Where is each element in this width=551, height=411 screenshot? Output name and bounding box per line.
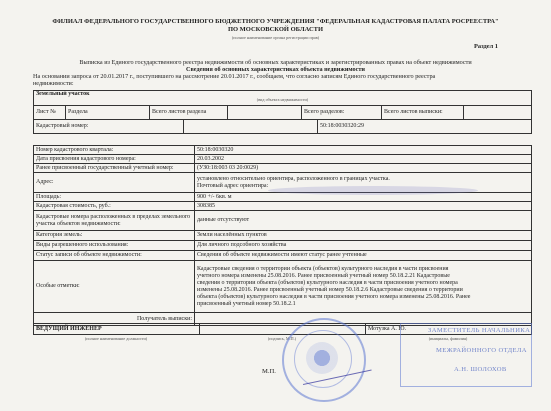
stamp-place-label: М.П. — [262, 368, 276, 375]
sheets-in-section-label: Всего листов раздела — [150, 106, 228, 120]
table-row — [34, 251, 532, 261]
row-value: Сведения об объекте недвижимости имеют статус ранее учтенные — [195, 251, 532, 261]
row-label: Кадастровая стоимость, руб.: — [34, 202, 195, 211]
cadastral-number-label: Кадастровый номер: — [34, 120, 184, 134]
row-value: 20.03.2002 — [195, 155, 532, 164]
table-row — [34, 211, 532, 231]
blank-cell — [184, 120, 318, 134]
row-label: Получатель выписки: — [34, 313, 195, 326]
special-note-line: Кадастровые сведения о территории объекта (объектов) культурного наследия в части присвоения — [197, 265, 449, 272]
name-note: (инициалы, фамилия) — [428, 336, 468, 341]
stamp-line: МЕЖРАЙОННОГО ОТДЕЛА — [436, 347, 527, 354]
row-label: Кадастровые номера расположенных в пределах земельного участка объектов недвижимости: — [34, 211, 195, 231]
position-note: (полное наименование должности) — [84, 336, 148, 341]
row-label: Особые отметки: — [34, 261, 195, 313]
address-value: установлено относительно ориентира, расположенного в границах участка. — [197, 175, 390, 182]
extract-title: Выписка из Единого государственного реестра недвижимости об основных характеристиках и зарегистрированных правах на объект недвижимости — [79, 59, 472, 66]
section-number: Раздел 1 — [474, 43, 498, 50]
row-label: Площадь: — [34, 193, 195, 202]
table-row — [34, 231, 532, 241]
special-note-line: объекта (объектов) культурного наследия в части присвоения учетного номера изменены 25.08.2016. Ранее — [197, 293, 471, 300]
agency-note: (полное наименование органа регистрации прав) — [231, 35, 320, 40]
table-row — [34, 193, 532, 202]
special-note-line: учетного номера изменены 25.08.2016. Ранее присвоенный учетный номер 50.18.2.21 Кадастровые — [197, 272, 450, 279]
table-row — [34, 241, 532, 251]
row-label: Виды разрешенного использования: — [34, 241, 195, 251]
signature-note: (подпись, М.П.) — [267, 336, 297, 341]
row-value: Для личного подсобного хозяйства — [195, 241, 532, 251]
object-type: Земельный участок — [36, 91, 90, 97]
position-title: ВЕДУЩИЙ ИНЖЕНЕР — [34, 324, 200, 335]
redacted-address — [268, 186, 478, 195]
signer-name: Мотузка А. Ю. — [366, 324, 532, 335]
special-note-line: изменены 25.08.2016. Ранее присвоенный учетный номер 50.18.2.6 Кадастровые сведения о территории — [197, 286, 463, 293]
characteristics-table — [33, 145, 532, 326]
sections-total-label: Всего разделов: — [302, 106, 382, 120]
row-label: Номер кадастрового квартала: — [34, 146, 195, 155]
special-note-line: присвоенный учетный номер 50.18.2.1 — [197, 300, 296, 307]
sheet-info-table — [33, 105, 532, 120]
agency-name: ФИЛИАЛ ФЕДЕРАЛЬНОГО ГОСУДАРСТВЕННОГО БЮДЖЕТНОГО УЧРЕЖДЕНИЯ "ФЕДЕРАЛЬНАЯ КАДАСТРОВАЯ ПАЛАТА РОСРЕЕСТРА" — [52, 18, 499, 25]
request-text: На основании запроса от 20.01.2017 г., поступившего на рассмотрение 20.01.2017 г., сообщаем, что согласно записям Единого государственного реестра — [33, 73, 436, 80]
cadastral-number-table — [33, 119, 532, 134]
address-postal: Почтовый адрес ориентира: — [197, 182, 269, 189]
stamp-line: А.Н. ШОЛОХОВ — [454, 366, 507, 373]
table-row — [34, 164, 532, 173]
cadastral-number-value: 50:18:0030320:29 — [318, 120, 532, 134]
row-value: 308385 — [195, 202, 532, 211]
extract-subtitle: Сведения об основных характеристиках объекта недвижимости — [186, 66, 365, 73]
row-label: Дата присвоения кадастрового номера: — [34, 155, 195, 164]
section-label: Раздела — [66, 106, 150, 120]
blank-cell — [228, 106, 302, 120]
row-value: данные отсутствуют — [195, 211, 532, 231]
table-row — [34, 146, 532, 155]
row-value: 900 +/- 6кв. м — [195, 193, 532, 202]
row-label: Ранее присвоенный государственный учетный номер: — [34, 164, 195, 173]
row-label: Статус записи об объекте недвижимости: — [34, 251, 195, 261]
row-value: (УЗ0:18:003 03 20:0029) — [195, 164, 532, 173]
stamp-line: ЗАМЕСТИТЕЛЬ НАЧАЛЬНИКА — [428, 327, 531, 334]
table-row — [34, 155, 532, 164]
agency-region: ПО МОСКОВСКОЙ ОБЛАСТИ — [227, 26, 324, 33]
table-row — [34, 202, 532, 211]
row-label: Категория земель: — [34, 231, 195, 241]
table-row — [34, 261, 532, 313]
special-note-line: сведения о территории объекта (объектов) культурного наследия в части присвоения учетного номера — [197, 279, 458, 286]
sheet-number-label: Лист № — [34, 106, 66, 120]
row-value: 50:18:0030320 — [195, 146, 532, 155]
object-header-table — [33, 90, 532, 106]
object-type-note: (вид объекта недвижимости) — [256, 96, 309, 102]
sheets-in-extract-label: Всего листов выписки: — [382, 106, 464, 120]
row-label: Адрес: — [34, 173, 195, 193]
blank-cell — [464, 106, 532, 120]
special-notes-cell — [195, 261, 532, 313]
request-text-end: недвижимости: — [33, 80, 74, 87]
row-value: Земли населённых пунктов — [195, 231, 532, 241]
